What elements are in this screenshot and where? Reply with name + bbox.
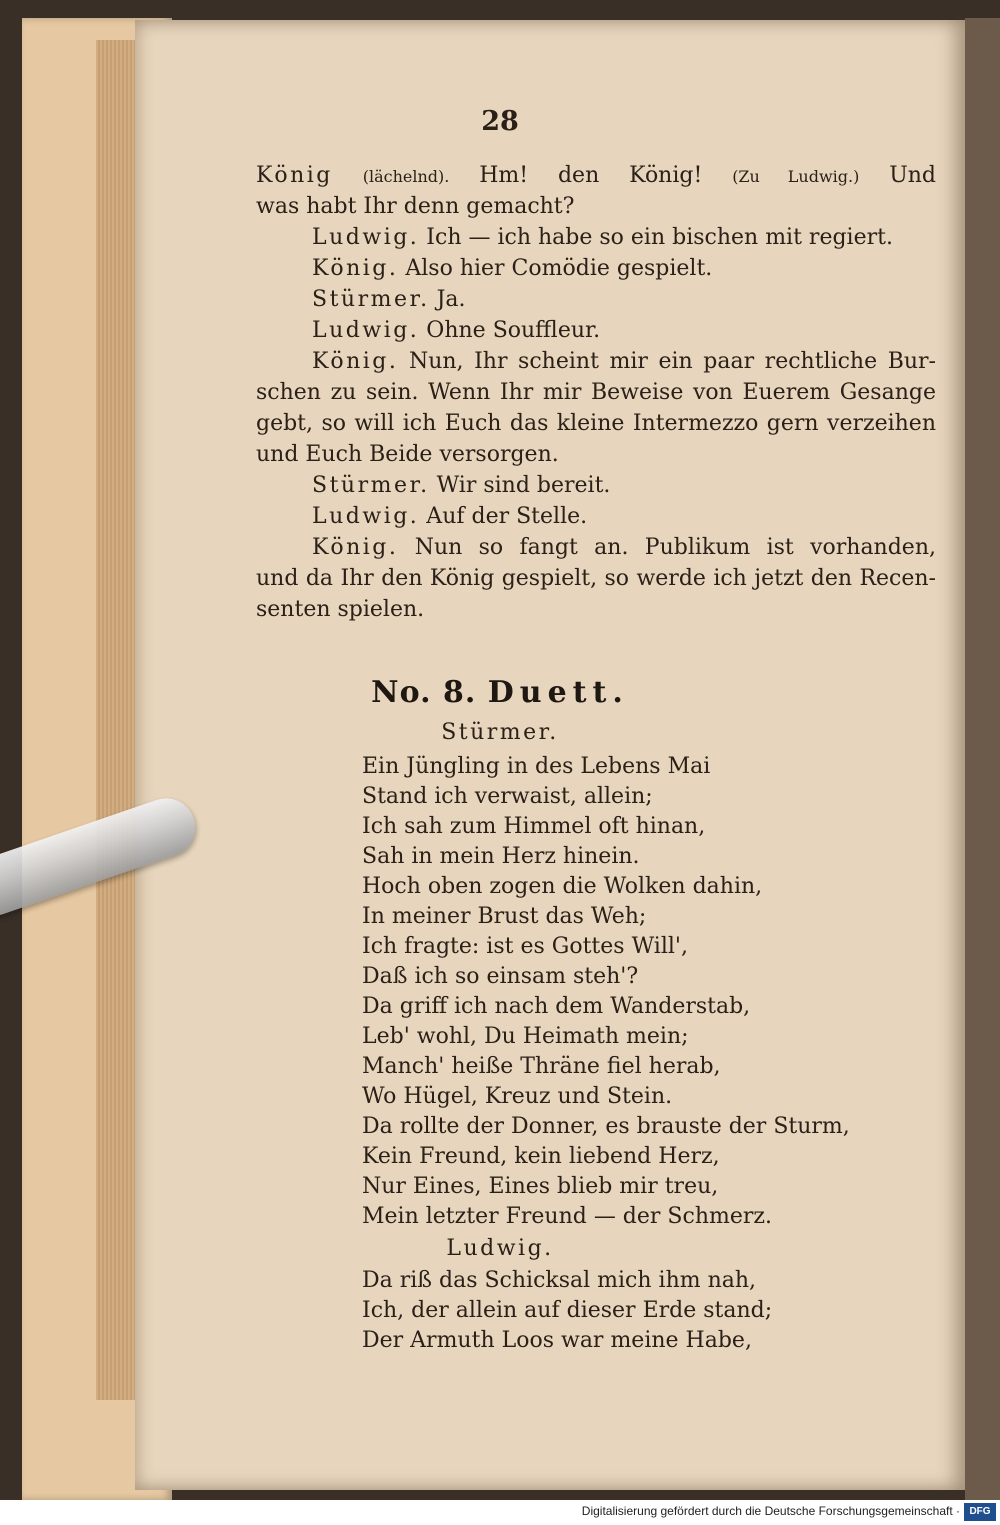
prose-line	[256, 222, 936, 253]
verse-line: Ich sah zum Himmel oft hinan,	[362, 814, 706, 839]
prose-line	[256, 408, 936, 439]
verse-line: Leb' wohl, Du Heimath mein;	[362, 1024, 689, 1049]
speaker-name: König.	[312, 535, 399, 560]
stanza	[362, 992, 850, 1232]
prose-text: Nun so fangt an. Publikum ist vorhanden,	[398, 535, 936, 560]
verse-line: Nur Eines, Eines blieb mir treu,	[362, 1174, 719, 1199]
verse-line: Der Armuth Loos war meine Habe,	[362, 1328, 752, 1353]
prose-text: schen zu sein. Wenn Ihr mir Beweise von Euerem Gesange	[256, 380, 936, 405]
page-number: 28	[481, 106, 519, 137]
footer-credit: Digitalisierung gefördert durch die Deutsche Forschungsgemeinschaft ·	[581, 1504, 960, 1518]
prose-line	[256, 284, 936, 315]
speaker-name: Stürmer.	[312, 473, 430, 498]
prose-text: Ja.	[429, 287, 466, 312]
speaker-name: Stürmer.	[312, 287, 430, 312]
prose-text: und Euch Beide versorgen.	[256, 442, 559, 467]
prose-line	[256, 501, 936, 532]
verse-line: Ich, der allein auf dieser Erde stand;	[362, 1298, 773, 1323]
prose-text: Ohne Souffleur.	[419, 318, 601, 343]
number-title: Duett.	[487, 675, 629, 710]
number-heading	[0, 675, 1000, 710]
verse-line: Da rollte der Donner, es brauste der Sturm,	[362, 1114, 850, 1139]
prose-text: Hm! den König!	[479, 163, 703, 188]
verse-line: Kein Freund, kein liebend Herz,	[362, 1144, 720, 1169]
prose-text: Und	[889, 163, 937, 188]
verse-line: Stand ich verwaist, allein;	[362, 784, 653, 809]
prose-text: Auf der Stelle.	[419, 504, 588, 529]
prose-text: Nun, Ihr scheint mir ein paar rechtliche Bur-	[398, 349, 936, 374]
prose-line	[256, 253, 936, 284]
speaker-name: König	[256, 163, 333, 188]
prose-text: senten spielen.	[256, 597, 425, 622]
prose-text: gebt, so will ich Euch das kleine Intermezzo gern verzeihen	[256, 411, 936, 436]
verse-line: Hoch oben zogen die Wolken dahin,	[362, 874, 763, 899]
number-label: No. 8.	[371, 675, 477, 710]
stanza	[362, 752, 762, 992]
verse-line: Da riß das Schicksal mich ihm nah,	[362, 1268, 757, 1293]
verse-speaker: Ludwig.	[446, 1236, 554, 1261]
prose-text: Wir sind bereit.	[429, 473, 611, 498]
verse-line: Wo Hügel, Kreuz und Stein.	[362, 1084, 673, 1109]
verse-line: Daß ich so einsam steh'?	[362, 964, 639, 989]
prose-line	[256, 315, 936, 346]
stanza	[362, 1266, 772, 1356]
prose-text: was habt Ihr denn gemacht?	[256, 194, 575, 219]
prose-line	[256, 563, 936, 594]
dfg-logo: DFG	[964, 1503, 996, 1521]
verse-speaker: Stürmer.	[441, 720, 559, 745]
prose-text: Also hier Comödie gespielt.	[398, 256, 713, 281]
speaker-name: König.	[312, 256, 399, 281]
prose-line	[256, 377, 936, 408]
right-shadow-strip	[965, 18, 1000, 1500]
prose-line	[256, 439, 936, 470]
footer-bar	[0, 1500, 1000, 1525]
prose-line	[256, 346, 936, 377]
speaker-name: Ludwig.	[312, 318, 420, 343]
stage-direction: (lächelnd).	[362, 167, 450, 186]
speaker-name: Ludwig.	[312, 225, 420, 250]
prose-text: und da Ihr den König gespielt, so werde ich jetzt den Recen-	[256, 566, 936, 591]
verse-line: Manch' heiße Thräne fiel herab,	[362, 1054, 721, 1079]
prose-line	[256, 160, 936, 191]
speaker-name: Ludwig.	[312, 504, 420, 529]
verse-line: Sah in mein Herz hinein.	[362, 844, 640, 869]
verse-line: Da griff ich nach dem Wanderstab,	[362, 994, 751, 1019]
prose-line	[256, 532, 936, 563]
verse-line: Mein letzter Freund — der Schmerz.	[362, 1204, 772, 1229]
prose-dialogue	[256, 160, 936, 625]
prose-text: Ich — ich habe so ein bischen mit regiert.	[419, 225, 893, 250]
prose-line	[256, 594, 936, 625]
verse-line: Ich fragte: ist es Gottes Will',	[362, 934, 688, 959]
verse-line: Ein Jüngling in des Lebens Mai	[362, 754, 711, 779]
prose-line	[256, 191, 936, 222]
speaker-name: König.	[312, 349, 399, 374]
prose-line	[256, 470, 936, 501]
verse-line: In meiner Brust das Weh;	[362, 904, 647, 929]
stage-direction: (Zu Ludwig.)	[732, 167, 860, 186]
